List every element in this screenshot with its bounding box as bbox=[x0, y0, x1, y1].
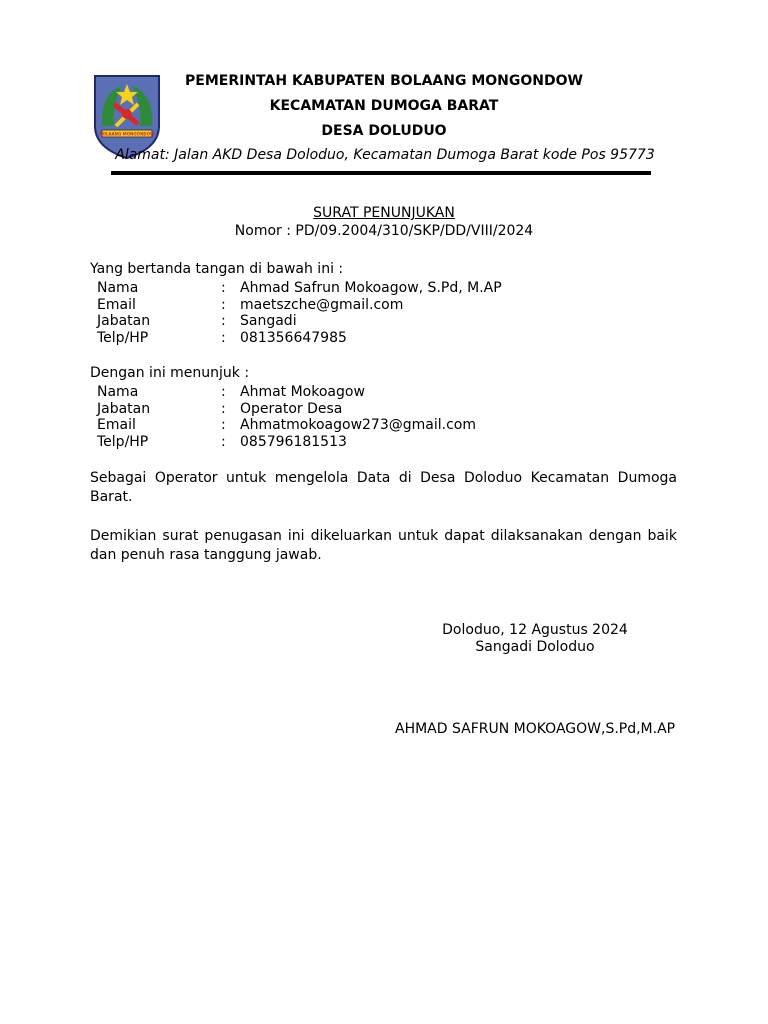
field-value: Ahmad Safrun Mokoagow, S.Pd, M.AP bbox=[240, 280, 502, 296]
header-government-line: PEMERINTAH KABUPATEN BOLAANG MONGONDOW bbox=[185, 73, 583, 89]
assignment-paragraph: Sebagai Operator untuk mengelola Data di Desa Doloduo Kecamatan Dumoga Barat. bbox=[90, 470, 677, 505]
field-value: Ahmatmokoagow273@gmail.com bbox=[240, 417, 476, 434]
field-label: Nama bbox=[97, 280, 139, 296]
field-separator: : bbox=[221, 296, 226, 313]
header-divider bbox=[111, 171, 651, 175]
header-district-line: KECAMATAN DUMOGA BARAT bbox=[269, 98, 499, 114]
letter-number: Nomor : PD/09.2004/310/SKP/DD/VIII/2024 bbox=[234, 223, 534, 239]
field-label: Telp/HP bbox=[97, 329, 149, 346]
appointee-intro: Dengan ini menunjuk : bbox=[90, 365, 250, 381]
field-separator: : bbox=[221, 384, 226, 400]
field-label: Email bbox=[97, 417, 136, 434]
emblem-banner-text: BOLAANG MONGONDOW bbox=[99, 131, 155, 137]
field-separator: : bbox=[221, 400, 226, 417]
field-label: Telp/HP bbox=[97, 433, 149, 450]
field-label: Email bbox=[97, 296, 136, 313]
signature-name: AHMAD SAFRUN MOKOAGOW,S.Pd,M.AP bbox=[395, 721, 676, 737]
signature-place-date: Doloduo, 12 Agustus 2024 bbox=[442, 622, 628, 638]
signer-intro: Yang bertanda tangan di bawah ini : bbox=[90, 261, 344, 277]
header-village-line: DESA DOLUDUO bbox=[321, 123, 447, 139]
letter-title: SURAT PENUNJUKAN bbox=[313, 205, 455, 221]
field-value: Ahmat Mokoagow bbox=[240, 384, 365, 400]
field-separator: : bbox=[221, 329, 226, 346]
field-value: maetszche@gmail.com bbox=[240, 296, 404, 313]
header-address: Alamat: Jalan AKD Desa Doloduo, Kecamatan Dumoga Barat kode Pos 95773 bbox=[115, 147, 655, 163]
field-value: 085796181513 bbox=[240, 433, 347, 450]
field-separator: : bbox=[221, 417, 226, 434]
signature-role: Sangadi Doloduo bbox=[475, 639, 595, 655]
field-label: Jabatan bbox=[97, 313, 151, 330]
field-value: 081356647985 bbox=[240, 329, 347, 346]
field-label: Nama bbox=[97, 384, 139, 400]
closing-paragraph: Demikian surat penugasan ini dikeluarkan untuk dapat dilaksanakan dengan baik dan penuh rasa tanggung jawab. bbox=[90, 528, 677, 563]
field-separator: : bbox=[221, 433, 226, 450]
field-label: Jabatan bbox=[97, 400, 151, 417]
field-value: Operator Desa bbox=[240, 400, 343, 417]
field-separator: : bbox=[221, 313, 226, 330]
field-separator: : bbox=[221, 280, 226, 296]
field-value: Sangadi bbox=[240, 313, 297, 330]
